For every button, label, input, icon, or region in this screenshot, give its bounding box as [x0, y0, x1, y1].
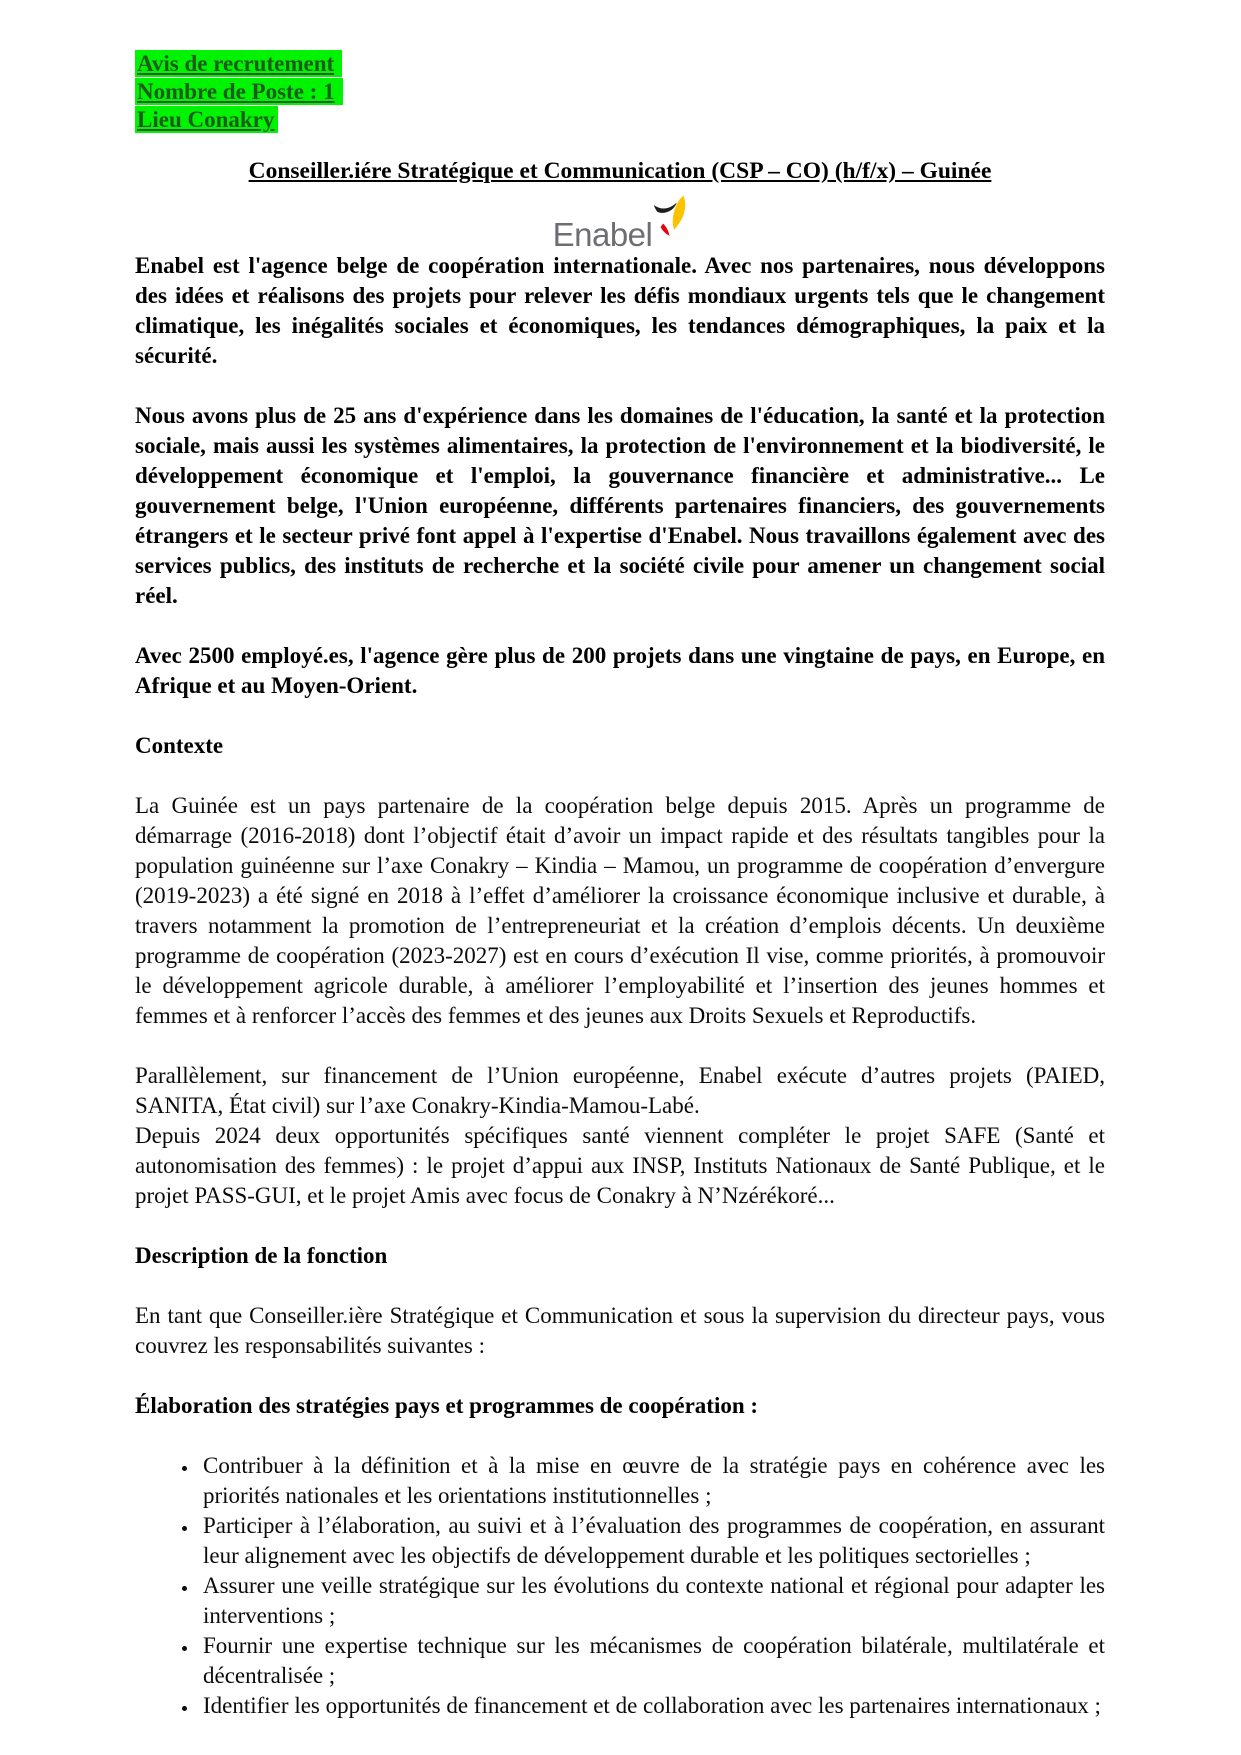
- enabel-logo-text: Enabel: [552, 216, 653, 253]
- badge-line-notice: [135, 50, 1105, 78]
- section-heading-contexte: Contexte: [135, 733, 224, 758]
- intro-paragraph-3: Avec 2500 employé.es, l'agence gère plus de 200 projets dans une vingtaine de pays, en Europe, en Afrique et au Moyen-Orient.: [135, 643, 1105, 698]
- responsibility-item: • Identifier les opportunités de financement et de collaboration avec les partenaires internationaux ;: [199, 1691, 1105, 1721]
- intro-paragraph-2: Nous avons plus de 25 ans d'expérience dans les domaines de l'éducation, la santé et la protection sociale, mais aussi les systèmes alimentaires, la protection de l'environnement et la biodiversité, le développement économique et l'emploi, la gouvernance financière et administrative... Le gouvernement belge, l'Union européenne, différents partenaires financiers, des gouvernements étrangers et le secteur privé font appel à l'expertise d'Enabel. Nous travaillons également avec des services publics, des instituts de recherche et la société civile pour amener un changement social réel.: [135, 403, 1105, 608]
- responsibility-item: • Fournir une expertise technique sur les mécanismes de coopération bilatérale, multilatérale et décentralisée ;: [199, 1631, 1105, 1691]
- notice-label: Avis de recrutement: [135, 50, 342, 77]
- subheading-elaboration: Élaboration des stratégies pays et programmes de coopération :: [135, 1393, 759, 1418]
- location-label: Lieu Conakry: [135, 106, 278, 133]
- title-row: [135, 158, 1105, 185]
- badge-line-post-count: [135, 78, 1105, 106]
- intro-paragraph-1: Enabel est l'agence belge de coopération internationale. Avec nos partenaires, nous développons des idées et réalisons des projets pour relever les défis mondiaux urgents tels que le changement climatique, les inégalités sociales et économiques, les tendances démographiques, la paix et la sécurité.: [135, 253, 1105, 368]
- enabel-logo-lockup: [553, 209, 688, 251]
- responsibility-item: • Assurer une veille stratégique sur les évolutions du contexte national et régional pour adapter les interventions ;: [199, 1571, 1105, 1631]
- function-intro-paragraph: En tant que Conseiller.ière Stratégique et Communication et sous la supervision du directeur pays, vous couvrez les responsabilités suivantes :: [135, 1303, 1105, 1358]
- section-heading-description: Description de la fonction: [135, 1243, 388, 1268]
- enabel-logo-mark-icon: [653, 195, 687, 237]
- post-count-label: Nombre de Poste : 1: [135, 78, 343, 105]
- context-paragraph-1: La Guinée est un pays partenaire de la coopération belge depuis 2015. Après un programme de démarrage (2016-2018) dont l’objectif était d’avoir un impact rapide et des résultats tangibles pour la population guinéenne sur l’axe Conakry – Kindia – Mamou, un programme de coopération d’envergure (2019-2023) a été signé en 2018 à l’effet d’améliorer la croissance économique inclusive et durable, à travers notamment la promotion de l’entrepreneuriat et la création d’emplois décents. Un deuxième programme de coopération (2023-2027) est en cours d’exécution Il vise, comme priorités, à promouvoir le développement agricole durable, à améliorer l’employabilité et l’insertion des jeunes hommes et femmes et à renforcer l’accès des femmes et des jeunes aux Droits Sexuels et Reproductifs.: [135, 793, 1105, 1028]
- job-title: Conseiller.iére Stratégique et Communication (CSP – CO) (h/f/x) – Guinée: [248, 158, 992, 184]
- context-paragraph-2: Parallèlement, sur financement de l’Union européenne, Enabel exécute d’autres projets (PAIED, SANITA, État civil) sur l’axe Conakry-Kindia-Mamou-Labé.: [135, 1063, 1105, 1118]
- responsibility-item: • Participer à l’élaboration, au suivi et à l’évaluation des programmes de coopération, en assurant leur alignement avec les objectifs de développement durable et les politiques sectorielles ;: [199, 1511, 1105, 1571]
- responsibility-item: • Contribuer à la définition et à la mise en œuvre de la stratégie pays en cohérence avec les priorités nationales et les orientations institutionnelles ;: [199, 1451, 1105, 1511]
- recruitment-badge: [135, 50, 1105, 134]
- enabel-logo: [135, 209, 1105, 251]
- context-paragraph-3: Depuis 2024 deux opportunités spécifiques santé viennent compléter le projet SAFE (Santé et autonomisation des femmes) : le projet d’appui aux INSP, Instituts Nationaux de Santé Publique, et le projet PASS-GUI, et le projet Amis avec focus de Conakry à N’Nzérékoré...: [135, 1123, 1105, 1208]
- responsibilities-list: [135, 1451, 1105, 1721]
- badge-line-location: [135, 106, 1105, 134]
